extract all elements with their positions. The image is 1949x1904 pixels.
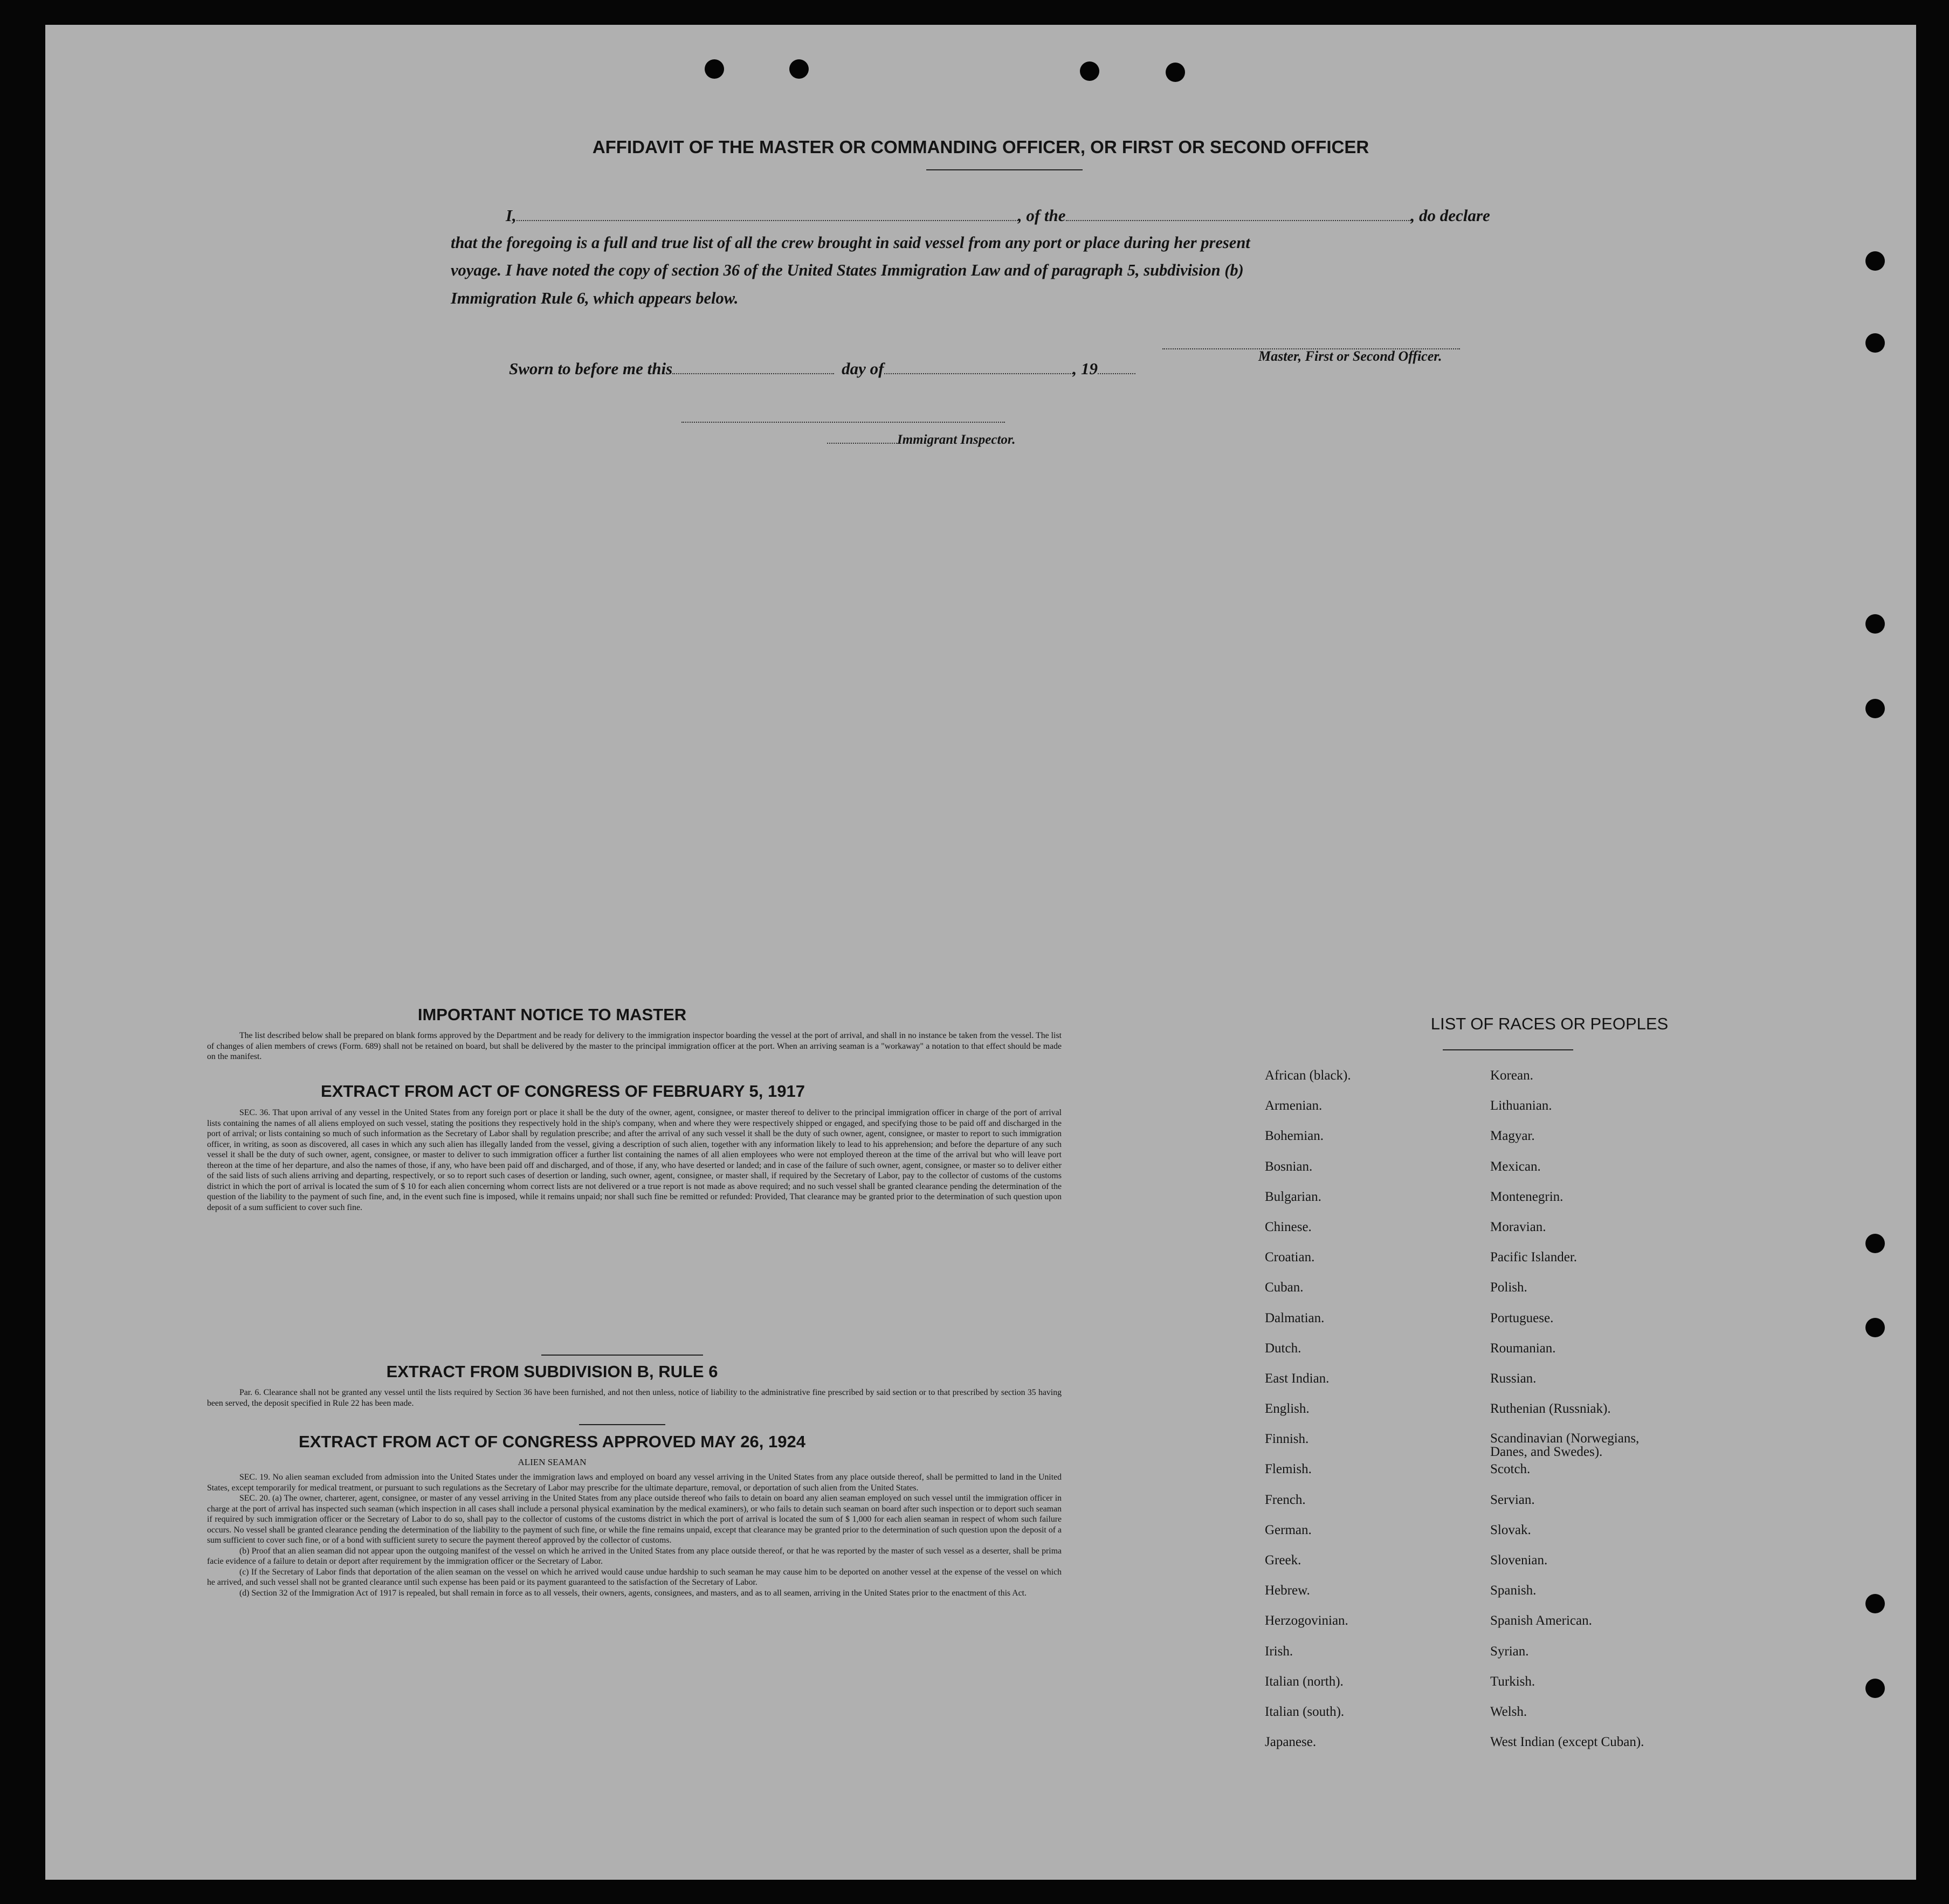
race-item: Magyar.	[1490, 1129, 1535, 1144]
year-label: , 19	[1072, 359, 1098, 378]
race-item: Italian (north).	[1265, 1674, 1344, 1689]
punch-hole	[1865, 1318, 1885, 1337]
race-item: Montenegrin.	[1490, 1189, 1564, 1204]
race-item: Roumanian.	[1490, 1341, 1556, 1356]
race-item: Chinese.	[1265, 1219, 1312, 1234]
affidavit-title: AFFIDAVIT OF THE MASTER OR COMMANDING OFFICER, OR FIRST OR SECOND OFFICER	[592, 137, 1369, 157]
race-item: Scotch.	[1490, 1462, 1531, 1477]
alien-seaman-subtitle: ALIEN SEAMAN	[518, 1457, 587, 1467]
race-item: Hebrew.	[1265, 1583, 1310, 1598]
extract-1924-body	[207, 1472, 1062, 1598]
race-item: Flemish.	[1265, 1462, 1312, 1477]
race-item: Korean.	[1490, 1068, 1533, 1083]
race-item: Syrian.	[1490, 1644, 1529, 1659]
sec-20a-paragraph: SEC. 20. (a) The owner, charterer, agent, consignee, or master of any vessel arriving in the United States from any place outside thereof who fails to detain on board any alien seaman employed on such vessel until the immigration officer in charge at the port of arrival has inspected such seaman (which inspection in all cases shall include a personal physical examination by the medical examiners), or who fails to detain such seaman on board after such inspection or to deport such seaman if required by such immigration officer or the Secretary of Labor to do so, shall pay to the collector of customs of the customs district in which the port of arrival is located the sum of $ 1,000 for each alien seaman in respect of whom such failure occurs. No vessel shall be granted clearance pending the determination of the liability to the payment of such fine, or while the fine remains unpaid, except that clearance may be granted prior to the determination of such question upon the deposit of a sum sufficient to cover such fine, or of a bond with sufficient surety to secure the payment thereof approved by the collector of customs.	[207, 1494, 1062, 1545]
sec-19-paragraph: SEC. 19. No alien seaman excluded from admission into the United States under the immigration laws and employed on board any vessel arriving in the United States from any place outside thereof, shall be permitted to land in the United States, except temporarily for medical treatment, or pursuant to such regulations as the Secretary of Labor may prescribe for the ultimate departure, removal, or deportation of such alien from the United States.	[207, 1473, 1062, 1493]
race-item: Mexican.	[1490, 1159, 1541, 1174]
race-item: Moravian.	[1490, 1219, 1546, 1234]
race-item: Slovak.	[1490, 1522, 1531, 1537]
extract-1924-title: EXTRACT FROM ACT OF CONGRESS APPROVED MAY 26, 1924	[299, 1432, 805, 1451]
punch-hole	[1865, 251, 1885, 271]
race-item: Ruthenian (Russniak).	[1490, 1401, 1611, 1417]
inspector-label: Immigrant Inspector.	[897, 432, 1016, 447]
inspector-signature-field[interactable]	[681, 421, 1005, 423]
race-item: German.	[1265, 1522, 1312, 1537]
race-item: Japanese.	[1265, 1735, 1317, 1750]
race-item: African (black).	[1265, 1068, 1351, 1083]
subdivision-rule	[579, 1424, 665, 1425]
race-item: Polish.	[1490, 1280, 1527, 1295]
of-the-label: , of the	[1017, 206, 1066, 225]
race-item: Servian.	[1490, 1492, 1535, 1507]
race-item: Cuban.	[1265, 1280, 1304, 1295]
declarant-name-field[interactable]	[516, 220, 1018, 221]
race-item: Dutch.	[1265, 1341, 1301, 1356]
race-item: Bulgarian.	[1265, 1189, 1321, 1204]
race-item: Russian.	[1490, 1371, 1537, 1386]
punch-hole	[705, 59, 724, 79]
race-item: Turkish.	[1490, 1674, 1535, 1689]
sec-20d-paragraph: (d) Section 32 of the Immigration Act of 1917 is repealed, but shall remain in force as to all vessels, their owners, agents, consignees, and masters, and as to all seamen, arriving in the United States prior to the enactment of this Act.	[239, 1588, 1027, 1598]
sec-20b-paragraph: (b) Proof that an alien seaman did not appear upon the outgoing manifest of the vessel on which he arrived in the United States from any place outside thereof, or that he was reported by the master of such vessel as a deserter, shall be prima facie evidence of a failure to detain or deport after requirement by the immigration officer or the Secretary of Labor.	[207, 1546, 1062, 1566]
punch-hole	[1080, 61, 1099, 81]
race-item: Armenian.	[1265, 1098, 1323, 1113]
document-page	[45, 25, 1916, 1880]
races-title: LIST OF RACES OR PEOPLES	[1430, 1014, 1669, 1033]
race-item: French.	[1265, 1492, 1306, 1507]
punch-hole	[789, 59, 809, 79]
race-item: Finnish.	[1265, 1432, 1309, 1447]
race-item: Irish.	[1265, 1644, 1293, 1659]
race-item: Lithuanian.	[1490, 1098, 1552, 1113]
vessel-name-field[interactable]	[1066, 220, 1411, 221]
affidavit-line-3: voyage. I have noted the copy of section 36 of the United States Immigration Law and of paragraph 5, subdivision (b)	[451, 261, 1244, 279]
punch-hole	[1865, 1594, 1885, 1613]
punch-hole	[1166, 63, 1185, 82]
race-item: Scandinavian (Norwegians, Danes, and Swedes).	[1490, 1431, 1640, 1460]
declarant-line	[506, 206, 1490, 225]
subdivision-title: EXTRACT FROM SUBDIVISION B, RULE 6	[386, 1362, 718, 1381]
race-item: English.	[1265, 1401, 1310, 1417]
race-item: Greek.	[1265, 1553, 1301, 1568]
race-item: Spanish.	[1490, 1583, 1537, 1598]
notice-title: IMPORTANT NOTICE TO MASTER	[417, 1005, 687, 1024]
affidavit-line-2: that the foregoing is a full and true list of all the crew brought in said vessel from any port or place during her present	[451, 233, 1250, 252]
affidavit-title-rule	[926, 169, 1083, 170]
sworn-day-field[interactable]	[672, 373, 834, 374]
race-item: Bosnian.	[1265, 1159, 1313, 1174]
race-item: West Indian (except Cuban).	[1490, 1735, 1644, 1750]
subdivision-body: Par. 6. Clearance shall not be granted any vessel until the lists required by Section 36 have been furnished, and not then unless, notice of liability to the administrative fine prescribed by said section or to that prescribed by section 35 having been served, the deposit specified in Rule 22 has been made.	[207, 1388, 1062, 1408]
race-item: Croatian.	[1265, 1250, 1315, 1265]
extract-1917-rule	[541, 1355, 703, 1356]
sec-20c-paragraph: (c) If the Secretary of Labor finds that deportation of the alien seaman on the vessel on which he arrived would cause undue hardship to such seaman he may cause him to be deported on another vessel at the expense of the vessel on which he arrived, and such vessel shall not be granted clearance until such expense has been paid or its payment guaranteed to the satisfaction of the Secretary of Labor.	[207, 1567, 1062, 1587]
races-column-1	[1265, 1068, 1351, 1765]
punch-hole	[1865, 333, 1885, 353]
race-item: East Indian.	[1265, 1371, 1330, 1386]
day-of-label: day of	[842, 359, 884, 378]
sworn-label: Sworn to before me this	[509, 359, 673, 378]
notice-body: The list described below shall be prepared on blank forms approved by the Department and be ready for delivery to the immigration inspector boarding the vessel at the port of arrival, and shall in no instance be taken from the vessel. The list of changes of alien members of crews (Form. 689) shall not be retained on board, but shall be delivered by the master to the principal immigration officer at the port. When an arriving seaman is a "workaway" a notation to that effect should be made on the manifest.	[207, 1031, 1062, 1061]
race-item: Spanish American.	[1490, 1613, 1592, 1628]
punch-hole	[1865, 699, 1885, 718]
races-title-rule	[1443, 1049, 1573, 1050]
race-item: Italian (south).	[1265, 1704, 1345, 1719]
race-item: Pacific Islander.	[1490, 1250, 1578, 1265]
i-label: I,	[506, 206, 516, 225]
sworn-year-field[interactable]	[1098, 373, 1135, 374]
punch-hole	[1865, 1679, 1885, 1698]
race-item: Welsh.	[1490, 1704, 1527, 1719]
master-signature-label: Master, First or Second Officer.	[1258, 348, 1442, 364]
punch-hole	[1865, 614, 1885, 634]
do-declare-label: , do declare	[1410, 206, 1490, 225]
race-item: Dalmatian.	[1265, 1310, 1325, 1325]
race-item: Bohemian.	[1265, 1129, 1324, 1144]
inspector-dots	[827, 443, 897, 444]
sworn-line	[509, 359, 1135, 379]
races-column-2	[1490, 1068, 1668, 1765]
race-item: Herzogovinian.	[1265, 1613, 1348, 1628]
race-item: Portuguese.	[1490, 1310, 1554, 1325]
punch-hole	[1865, 1234, 1885, 1253]
sworn-month-field[interactable]	[884, 373, 1073, 374]
affidavit-line-4: Immigration Rule 6, which appears below.	[451, 289, 739, 307]
inspector-line	[827, 432, 1016, 448]
race-item: Slovenian.	[1490, 1553, 1548, 1568]
extract-1917-title: EXTRACT FROM ACT OF CONGRESS OF FEBRUARY 5, 1917	[321, 1082, 805, 1101]
extract-1917-body: SEC. 36. That upon arrival of any vessel in the United States from any foreign port or place it shall be the duty of the owner, agent, consignee, or master thereof to deliver to the principal immigration officer in charge of the port of arrival lists containing the names of all aliens employed on such vessel, stating the positions they respectively hold in the ship's company, when and where they were respectively shipped or engaged, and specifying those to be paid off and discharged in the port of arrival; or lists containing so much of such information as the Secretary of Labor shall by regulation prescribe; and after the arrival of any such vessel it shall be the duty of such owner, agent, consignee, or master to report to such immigration officer, in writing, as soon as discovered, all cases in which any such alien has illegally landed from the vessel, giving a description of such alien, together with any information likely to lead to his apprehension; and before the departure of any such vessel it shall be the duty of such owner, agent, consignee, or master to deliver to such immigration officer a further list containing the names of all alien employees who were not employed thereon at the time of the arrival but who will leave port thereon at the time of her departure, and also the names of those, if any, who have been paid off and discharged, and of those, if any, who have deserted or landed; and in case of the failure of such owner, agent, consignee, or master so to deliver either of the said lists of such aliens arriving and departing, respectively, or so to report such cases of desertion or landing, such owner, agent, consignee, or master shall, if required by the Secretary of Labor, pay to the collector of customs of the customs district in which the port of arrival is located the sum of $ 10 for each alien concerning whom correct lists are not delivered or a true report is not made as above required; and no such vessel shall be granted clearance pending the determination of the question of the liability to the payment of such fine, and, in the event such fine is imposed, while it remains unpaid; nor shall such fine be remitted or refunded: Provided, That clearance may be granted prior to the determination of such question upon deposit of a sum sufficient to cover such fine.	[207, 1108, 1062, 1212]
